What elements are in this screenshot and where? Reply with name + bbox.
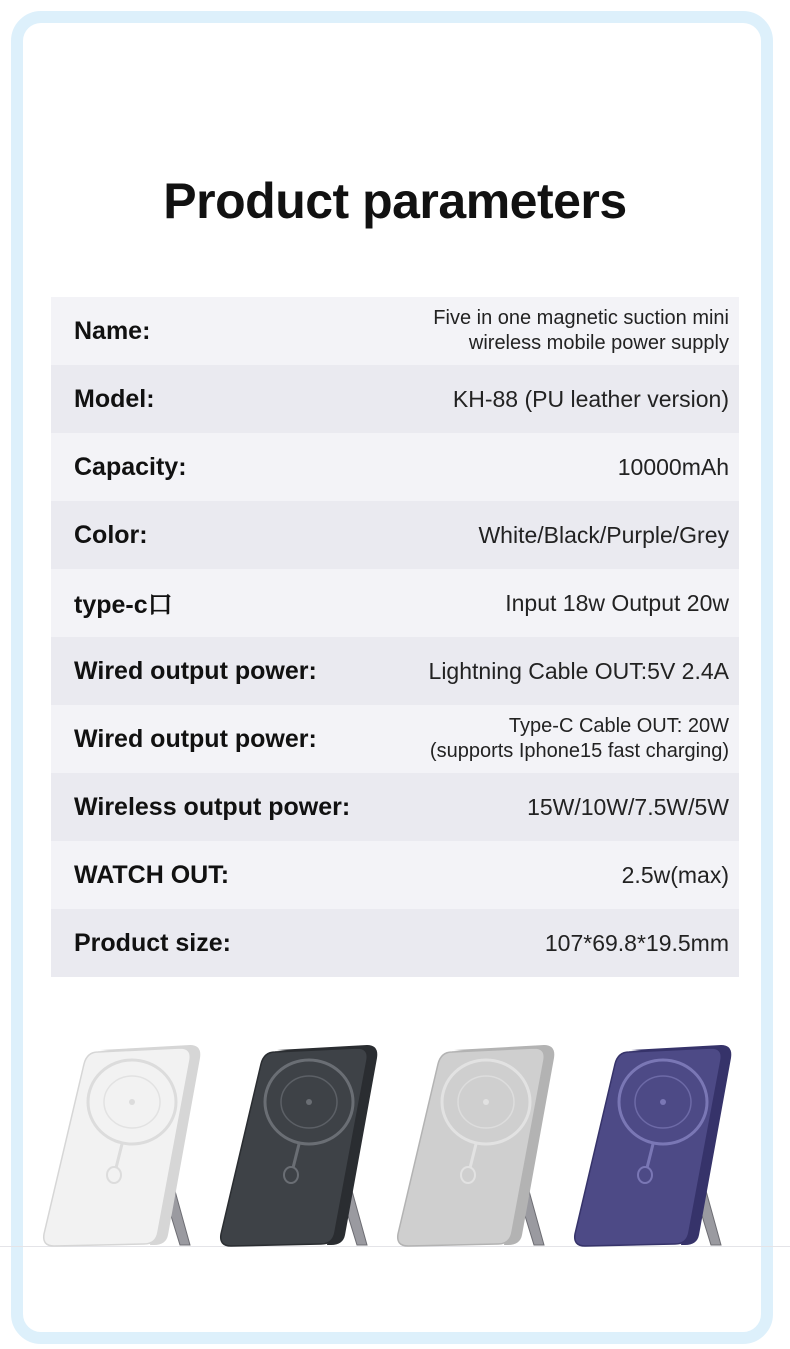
spec-value: Lightning Cable OUT:5V 2.4A — [428, 657, 729, 684]
spec-label: Wireless output power: — [74, 792, 351, 821]
spec-label: Capacity: — [74, 452, 187, 481]
spec-label: WATCH OUT: — [74, 860, 230, 889]
spec-label: Name: — [74, 316, 151, 345]
spec-row-model — [51, 365, 739, 433]
power-bank-black-image — [221, 1045, 378, 1246]
spec-row-wireless — [51, 773, 739, 841]
power-bank-purple-image — [575, 1045, 732, 1246]
spec-label: Model: — [74, 384, 155, 413]
spec-row-color — [51, 501, 739, 569]
spec-value: 10000mAh — [617, 453, 729, 480]
spec-value: 107*69.8*19.5mm — [544, 929, 729, 956]
spec-table — [51, 297, 739, 977]
spec-label: Product size: — [74, 928, 231, 957]
spec-value-line: Type-C Cable OUT: 20W — [508, 715, 729, 737]
power-bank-white-image — [44, 1045, 201, 1246]
spec-value-line: Five in one magnetic suction mini — [433, 307, 729, 329]
spec-row-name — [51, 297, 739, 365]
spec-value: 2.5w(max) — [621, 861, 729, 888]
power-bank-grey-image — [398, 1045, 555, 1246]
spec-row-capacity — [51, 433, 739, 501]
spec-value: 15W/10W/7.5W/5W — [527, 793, 729, 820]
spec-row-size — [51, 909, 739, 977]
spec-row-typec — [51, 569, 739, 637]
spec-value — [430, 714, 729, 764]
spec-label: Color: — [74, 520, 148, 549]
spec-row-wired-lightning — [51, 637, 739, 705]
spec-row-watch — [51, 841, 739, 909]
spec-label: Wired output power: — [74, 656, 317, 685]
page-title: Product parameters — [163, 173, 627, 229]
spec-row-wired-typec — [51, 705, 739, 773]
product-lineup — [30, 1040, 750, 1260]
spec-value-line: (supports Iphone15 fast charging) — [429, 740, 729, 762]
spec-value — [433, 306, 729, 356]
spec-label: Wired output power: — [74, 724, 317, 753]
spec-value: KH-88 (PU leather version) — [452, 385, 729, 412]
spec-value-line: wireless mobile power supply — [468, 332, 729, 354]
spec-value: Input 18w Output 20w — [505, 589, 729, 616]
spec-value: White/Black/Purple/Grey — [478, 521, 729, 548]
spec-label: type-c口 — [74, 591, 173, 619]
